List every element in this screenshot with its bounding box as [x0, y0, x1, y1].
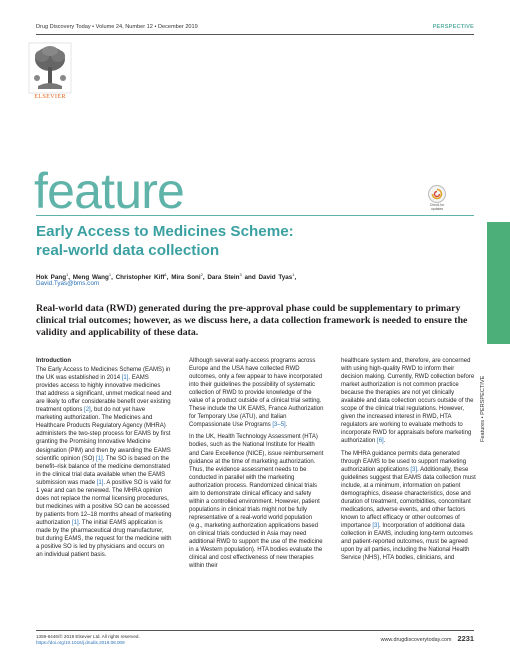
body-column-3 [341, 357, 477, 562]
footer-copyright [36, 634, 140, 646]
body-column-2 [189, 357, 325, 570]
author-name: Meng Wang [72, 274, 109, 282]
journal-website-link[interactable]: www.drugdiscoverytoday.com [380, 637, 452, 643]
footer-rule [36, 630, 474, 631]
section-label: PERSPECTIVE [432, 24, 474, 30]
reference-link[interactable]: [1] [72, 519, 79, 526]
paragraph: The MHRA guidance permits data generated through EAMS to be used to support marketing authorization applications [3]. Additionally, these guidelines suggest that EAMS data collection must include, at a minimum, information on patient demographics, disease characteristics, dose and duration of treatment, comorbidities, concomitant medications, adverse events, and other factors known to affect efficacy or other outcomes of importance [3]. Incorporation of additional data collection in EAMS, including long-term outcomes and patient-reported outcomes, must be agreed upon by all parties, including the National Health Service (NHS), HTA bodies, clinicians, and [341, 450, 476, 562]
reference-link[interactable]: [1] [121, 375, 129, 382]
page-number: 2231 [457, 634, 474, 643]
paragraph: healthcare system and, therefore, are concerned with using high-quality RWD to inform their decision making. Currently, RWD collection before market authorization is not common practice because the therapies are not yet clinically available and data collection occurs outside of the scope of the clinical trial regulations. However, given the increased interest in RWD, HTA regulators are working to evaluate methods to incorporate RWD for appraisals before marketing authorization [6]. [341, 358, 475, 445]
reference-link[interactable]: [2] [84, 407, 91, 414]
section-heading-introduction: Introduction [36, 358, 71, 364]
author-name: Mira Soni [171, 274, 201, 282]
side-section-label: Features • PERSPECTIVE [480, 375, 486, 442]
reference-link[interactable]: [1] [96, 455, 103, 462]
reference-link[interactable]: [3] [410, 466, 418, 473]
paragraph: Although several early-access programs across Europe and the USA have collected RWD outcomes, only a few appear to have incorporated into their guidelines the possibility of systematic collection of RWD to provide knowledge of the value of a product outside of a clinical trial setting. These include the UK EAMS, France Authorization for Temporary Use (ATU), and Italian Compassionate Use Programs [3–5]. [189, 358, 324, 429]
affiliation-marker[interactable]: 3 [239, 272, 242, 277]
footer-site [381, 634, 474, 643]
journal-info: Drug Discovery Today • Volume 24, Number 12 • December 2019 [36, 24, 198, 30]
author-email-link[interactable]: David.Tyas@bms.com [36, 280, 100, 287]
author-name: Hok Pang [36, 274, 67, 282]
issn-line: 1359-6446/© 2019 Elsevier Ltd. All rights reserved. [36, 634, 140, 639]
doi-link[interactable]: https://doi.org/10.1016/j.drudis.2019.08.009 [36, 640, 125, 645]
paragraph: In the UK, Health Technology Assessment (HTA) bodies, such as the National Institute for Health and Care Excellence (NICE), issue reimbursement guidance at the time of marketing authorization. Thus, the evidence assessment needs to be conducted in parallel with the marketing authorization process. Randomized clinical trials aim to demonstrate clinical efficacy and safety within a controlled environment. However, patient populations in clinical trials might not be fully representative of a real-world world population (e.g., marketing authorization applications based on clinical trials conducted in Asia may need additional RWD to support the use of the medicine in a Western population). HTA bodies evaluate the clinical and cost effectiveness of new therapies within their [189, 434, 324, 570]
article-title-line1: Early Access to Medicines Scheme: [36, 223, 294, 240]
feature-heading: feature [34, 163, 185, 219]
publisher-name: ELSEVIER [34, 93, 66, 100]
author-name: Christopher Kiff [115, 274, 165, 282]
reference-link[interactable]: [3–5] [272, 422, 286, 429]
reference-link[interactable]: [6] [377, 438, 384, 445]
reference-link[interactable]: [3] [372, 522, 380, 529]
elsevier-tree-logo [28, 42, 72, 94]
author-list: Hok Pang$^1$, Meng Wang$^1$, Christopher Kiff$^1$, Mira Soni$^2$, Dara Stein$^3$ and David Tyas$^1$, [36, 272, 297, 282]
body-column-1 [36, 357, 172, 559]
author-name: Dara Stein [207, 274, 240, 282]
article-title-line2: real-world data collection [36, 242, 220, 259]
header-rule [36, 34, 474, 35]
affiliation-marker[interactable]: 1 [164, 272, 167, 277]
refresh-icon [428, 185, 446, 203]
section-color-tab [487, 222, 510, 344]
feature-rule [36, 215, 474, 216]
affiliation-marker[interactable]: 2 [200, 272, 203, 277]
check-for-updates-label: Check for updates [429, 203, 445, 211]
affiliation-marker[interactable]: 1 [66, 272, 69, 277]
abstract: Real-world data (RWD) generated during the pre-approval phase could be supplementary to primary clinical trial outcomes; however, as we discuss here, a data collection framework is needed to ensure the validity and applicability of these data. [36, 303, 468, 338]
check-for-updates-button[interactable] [427, 185, 447, 211]
author-name: David Tyas [258, 274, 293, 282]
paragraph: The Early Access to Medicines Scheme (EAMS) in the UK was established in 2014 [1]. EAMS provides access to highly innovative medicines that address a significant, unmet medical need and are likely to offer considerable benefit over existing treatment options [2], but do not yet have marketing authorization. The Medicines and Healthcare Products Regulatory Agency (MHRA) administers the two-step process for EAMS by first granting the Promising Innovative Medicine designation (PIM) and then by awarding the EAMS scientific opinion (SO) [1]. The SO is based on the benefit–risk balance of the medicine demonstrated in the clinical trial data available when the EAMS submission was made [1]. A positive SO is valid for 1 year and can be renewed. The MHRA opinion does not replace the normal licensing procedures, but medicines with a positive SO can be accessed by patients from 12–18 months ahead of marketing authorization [1]. The initial EAMS application is made by the pharmaceutical drug manufacturer, but during EAMS, the request for the medicine with a positive SO is led by physicians and occurs on an individual patient basis. [36, 367, 172, 559]
affiliation-marker[interactable]: 1 [108, 272, 112, 277]
affiliation-marker[interactable]: 1 [292, 272, 295, 277]
running-header [36, 22, 474, 34]
article-title [36, 222, 456, 260]
reference-link[interactable]: [1] [96, 479, 104, 486]
